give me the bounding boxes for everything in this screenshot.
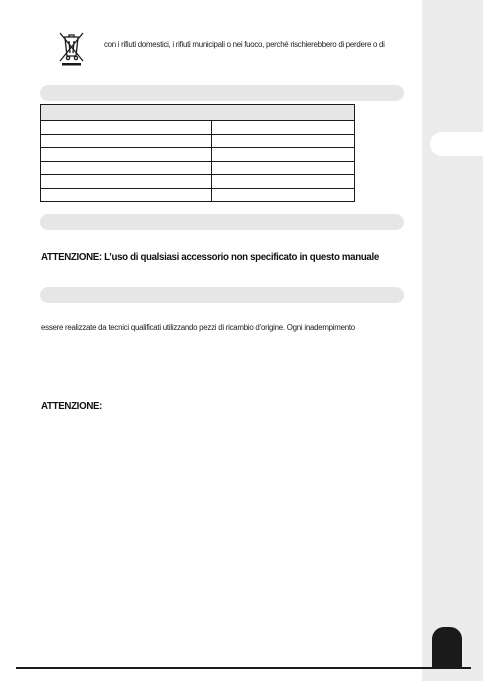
section-heading-bar: [40, 214, 404, 230]
table-row: [41, 148, 355, 162]
table-header: [41, 105, 355, 121]
table-cell: [41, 161, 212, 175]
side-margin-strip: [422, 0, 483, 681]
warning-accessory-text: ATTENZIONE: L’uso di qualsiasi accessorio non specificato in questo manuale: [41, 252, 379, 263]
crossed-bin-icon: [56, 28, 86, 66]
table-cell: [41, 134, 212, 148]
bottom-rule: [16, 667, 471, 669]
section-heading-bar: [40, 85, 404, 101]
repairs-text: essere realizzate da tecnici qualificati utilizzando pezzi di ricambio d’origine. Ogni inadempimento: [41, 323, 355, 332]
disposal-text: con i rifiuti domestici, i rifiuti municipali o nei fuoco, perché rischierebbero di perdere o di: [104, 40, 385, 49]
table-cell: [212, 134, 355, 148]
table-cell: [212, 175, 355, 189]
section-heading-bar: [40, 287, 404, 303]
table-row: [41, 161, 355, 175]
table-cell: [41, 148, 212, 162]
page-number-tab: [432, 627, 462, 667]
table-cell: [41, 121, 212, 135]
table-row: [41, 188, 355, 202]
table-cell: [212, 161, 355, 175]
language-tab: [430, 132, 483, 156]
table-header-row: [41, 105, 355, 121]
table-cell: [41, 175, 212, 189]
spec-table: [40, 104, 355, 202]
table-row: [41, 175, 355, 189]
table-row: [41, 121, 355, 135]
warning-label: ATTENZIONE:: [41, 401, 103, 412]
table-cell: [212, 121, 355, 135]
table-cell: [212, 188, 355, 202]
table-row: [41, 134, 355, 148]
table-cell: [212, 148, 355, 162]
table-cell: [41, 188, 212, 202]
